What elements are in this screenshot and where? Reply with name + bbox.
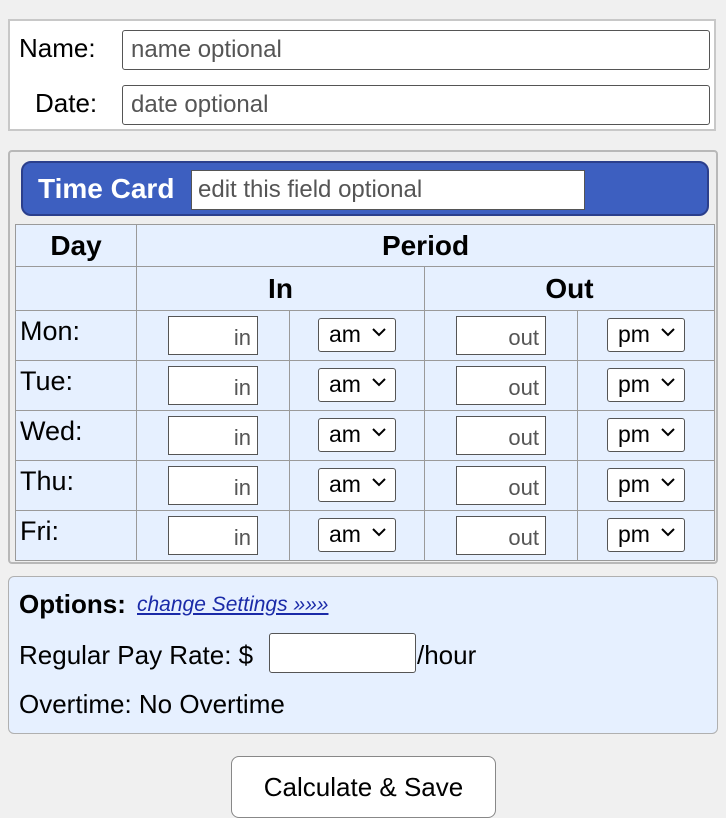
options-heading: Options: <box>19 589 126 619</box>
chevron-down-icon <box>660 374 676 390</box>
in-ampm-select[interactable]: am <box>318 368 396 402</box>
day-label: Mon: <box>16 311 137 361</box>
table-row <box>16 361 715 411</box>
out-time-input[interactable] <box>456 516 546 555</box>
table-row <box>16 461 715 511</box>
date-label: Date: <box>35 88 98 118</box>
pay-rate-input[interactable] <box>269 633 416 673</box>
col-header-period: Period <box>137 225 715 267</box>
day-label: Wed: <box>16 411 137 461</box>
blank-cell <box>16 267 137 311</box>
in-time-input[interactable] <box>168 516 258 555</box>
name-label: Name: <box>19 33 96 63</box>
in-ampm-select[interactable]: am <box>318 518 396 552</box>
name-input[interactable] <box>122 30 710 70</box>
out-ampm-select[interactable]: pm <box>607 368 685 402</box>
out-time-input[interactable] <box>456 416 546 455</box>
col-header-in: In <box>137 267 425 311</box>
date-input[interactable] <box>122 85 710 125</box>
in-ampm-select[interactable]: am <box>318 468 396 502</box>
pay-rate-label: Regular Pay Rate: $ <box>19 640 254 670</box>
time-card <box>8 150 718 564</box>
col-header-day: Day <box>16 225 137 267</box>
table-row <box>16 511 715 561</box>
out-ampm-select[interactable]: pm <box>607 468 685 502</box>
chevron-down-icon <box>371 374 387 390</box>
chevron-down-icon <box>660 324 676 340</box>
day-label: Tue: <box>16 361 137 411</box>
time-table <box>15 224 715 561</box>
out-ampm-select[interactable]: pm <box>607 318 685 352</box>
time-card-title-input[interactable] <box>191 170 585 210</box>
chevron-down-icon <box>371 424 387 440</box>
chevron-down-icon <box>371 324 387 340</box>
out-time-input[interactable] <box>456 466 546 505</box>
out-ampm-select[interactable]: pm <box>607 418 685 452</box>
change-settings-link[interactable]: change Settings »»» <box>137 593 329 616</box>
in-ampm-select[interactable]: am <box>318 318 396 352</box>
chevron-down-icon <box>371 524 387 540</box>
table-row <box>16 311 715 361</box>
out-time-input[interactable] <box>456 366 546 405</box>
chevron-down-icon <box>660 474 676 490</box>
time-card-title: Time Card <box>38 173 175 204</box>
out-ampm-select[interactable]: pm <box>607 518 685 552</box>
calculate-save-button[interactable]: Calculate & Save <box>231 756 496 818</box>
col-header-out: Out <box>425 267 715 311</box>
overtime-text: Overtime: No Overtime <box>19 689 285 719</box>
header-card <box>8 19 716 131</box>
chevron-down-icon <box>660 524 676 540</box>
chevron-down-icon <box>660 424 676 440</box>
in-time-input[interactable] <box>168 416 258 455</box>
day-label: Fri: <box>16 511 137 561</box>
pay-rate-unit: /hour <box>417 640 477 670</box>
day-label: Thu: <box>16 461 137 511</box>
options-panel <box>8 576 718 734</box>
in-time-input[interactable] <box>168 466 258 505</box>
in-ampm-select[interactable]: am <box>318 418 396 452</box>
in-time-input[interactable] <box>168 316 258 355</box>
in-time-input[interactable] <box>168 366 258 405</box>
time-card-title-bar <box>21 161 709 216</box>
table-row <box>16 411 715 461</box>
out-time-input[interactable] <box>456 316 546 355</box>
chevron-down-icon <box>371 474 387 490</box>
